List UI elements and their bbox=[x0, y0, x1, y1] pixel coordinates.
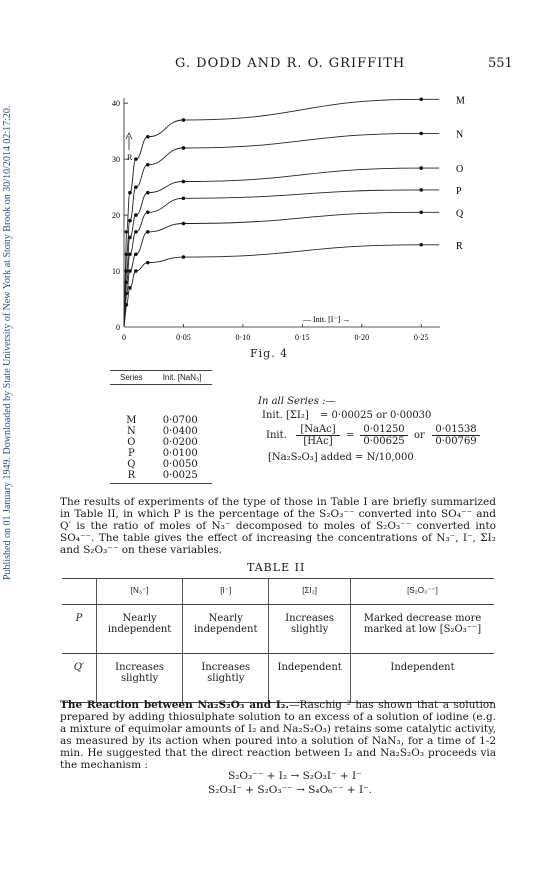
data-point-n bbox=[128, 219, 132, 223]
series-cell: R bbox=[110, 470, 153, 484]
data-point-q bbox=[128, 269, 132, 273]
curve-q bbox=[124, 212, 439, 327]
data-point-o bbox=[419, 166, 423, 170]
data-point-q bbox=[182, 222, 186, 226]
conditions-heading: In all Series :— bbox=[258, 396, 336, 407]
reaction-heading: The Reaction between Na₂S₂O₃ and I₂. bbox=[60, 699, 290, 711]
x-tick-label: 0·10 bbox=[235, 333, 251, 342]
data-point-r bbox=[128, 286, 132, 290]
table2-cell: Nearly independent bbox=[97, 605, 183, 654]
x-tick-label: 0 bbox=[122, 333, 126, 342]
table2-row-label: P bbox=[62, 605, 97, 654]
x-axis-label: — Init. [I⁻] → bbox=[303, 315, 351, 324]
table2-cell: Nearly independent bbox=[183, 605, 269, 654]
table2-header-s2o3: [S₂O₃⁻⁻] bbox=[351, 579, 494, 605]
conc-cell: 0·0100 bbox=[162, 448, 198, 459]
publication-side-note: Published on 01 January 1949. Downloaded by State University of New York at Stony Brook on 30/10/2014 02:17:20. bbox=[2, 105, 13, 580]
data-point-r bbox=[182, 255, 186, 259]
reaction-body: —Raschig ² has shown that a solution prepared by adding thiosulphate solution to an excess of a solution of iodine (e.g. a mixture of equimolar amounts of I₂ and Na₂S₂O₃) retains some catalytic activity, as measured by its action when poured into a solution of NaN₃, for a time of 1-2 min. He suggested that the direct reaction between I₂ and Na₂S₂O₃ proceeds via the mechanism : bbox=[60, 699, 497, 771]
data-point-r bbox=[134, 269, 138, 273]
condition-line-1 bbox=[262, 410, 431, 421]
data-point-p bbox=[128, 252, 132, 256]
series-label-p: P bbox=[456, 185, 462, 197]
condition-2-den: [HAc] bbox=[303, 436, 333, 447]
series-cell: M bbox=[126, 415, 137, 426]
condition-2-label: Init. bbox=[266, 430, 287, 441]
data-point-o bbox=[134, 213, 138, 217]
curve-r bbox=[124, 245, 439, 327]
paragraph-results: The results of experiments of the type of those in Table I are briefly summarized in Table II, in which P is the percentage of the S₂O₃⁻⁻ converted into SO₄⁻⁻ and Q′ is the ratio of moles of N₃⁻ decomposed to moles of S₂O₃⁻⁻ converted into SO₄⁻⁻. The table gives the effect of increasing the concentrations of N₃⁻, I⁻, ΣI₂ and S₂O₃⁻⁻ on these variables. bbox=[60, 496, 496, 556]
series-label-m: M bbox=[456, 95, 465, 107]
x-tick-label: 0·20 bbox=[354, 333, 370, 342]
series-label-o: O bbox=[456, 164, 464, 176]
data-point-q bbox=[134, 252, 138, 256]
data-point-p bbox=[134, 230, 138, 234]
y-tick-label: 0 bbox=[116, 323, 120, 332]
data-point-n bbox=[125, 252, 129, 256]
table2-cell: Increases slightly bbox=[97, 654, 183, 703]
condition-1-label: Init. [ΣI₂] bbox=[262, 410, 309, 421]
data-point-m bbox=[419, 97, 423, 101]
table2-header-n3: [N₃⁻] bbox=[97, 579, 183, 605]
data-point-o bbox=[182, 180, 186, 184]
series-cell: N bbox=[126, 426, 136, 437]
conc-cell: 0·0700 bbox=[162, 415, 198, 426]
data-point-q bbox=[419, 210, 423, 214]
data-point-m bbox=[134, 157, 138, 161]
y-axis-label: R bbox=[127, 153, 133, 162]
chart-series-labels bbox=[456, 95, 465, 251]
condition-2-num: [NaAc] bbox=[296, 424, 340, 436]
data-point-p bbox=[182, 197, 186, 201]
data-point-r bbox=[125, 303, 129, 307]
data-point-q bbox=[125, 292, 129, 296]
condition-2-v2-num: 0·01538 bbox=[432, 424, 480, 436]
table2-cell: Increases slightly bbox=[269, 605, 351, 654]
data-point-q bbox=[146, 230, 150, 234]
data-point-m bbox=[125, 230, 129, 234]
running-head: G. DODD AND R. O. GRIFFITH bbox=[175, 56, 406, 71]
conc-cell: 0·0200 bbox=[162, 437, 198, 448]
series-cell: O bbox=[127, 437, 136, 448]
table2-header-i: [I⁻] bbox=[183, 579, 269, 605]
data-point-p bbox=[146, 210, 150, 214]
data-point-m bbox=[128, 191, 132, 195]
series-cell: P bbox=[127, 448, 135, 459]
y-tick-label: 10 bbox=[112, 267, 120, 277]
table2-cell: Independent bbox=[269, 654, 351, 703]
table2-row-label: Q′ bbox=[62, 654, 97, 703]
x-tick-label: 0·15 bbox=[294, 333, 310, 342]
data-point-r bbox=[419, 243, 423, 247]
table2-title: TABLE II bbox=[247, 561, 306, 574]
curve-n bbox=[124, 133, 439, 327]
condition-2-v1-num: 0·01250 bbox=[360, 424, 408, 436]
equation-1: S₂O₃⁻⁻ + I₂ → S₂O₃I⁻ + I⁻ bbox=[228, 770, 362, 782]
x-tick-label: 0·25 bbox=[413, 333, 429, 342]
data-point-n bbox=[146, 163, 150, 167]
page-number: 551 bbox=[488, 56, 513, 71]
y-tick-label: 40 bbox=[112, 99, 120, 109]
nan3-header: Init. [NaN₃] bbox=[153, 371, 212, 385]
series-label-r: R bbox=[456, 240, 463, 252]
data-point-p bbox=[419, 188, 423, 192]
table2-cell: Independent bbox=[351, 654, 494, 703]
condition-1-value: = 0·00025 or 0·00030 bbox=[319, 410, 432, 421]
x-tick-label: 0·05 bbox=[176, 333, 191, 342]
data-point-n bbox=[419, 132, 423, 136]
table-2 bbox=[62, 578, 494, 703]
series-label-n: N bbox=[456, 129, 464, 141]
chart-curves bbox=[124, 97, 439, 327]
condition-2-eq: = bbox=[346, 430, 355, 441]
series-label-q: Q bbox=[456, 208, 464, 220]
data-point-o bbox=[128, 236, 132, 240]
conc-cell: 0·0050 bbox=[162, 459, 198, 470]
series-table bbox=[110, 370, 212, 484]
data-point-n bbox=[134, 185, 138, 189]
equation-2: S₂O₃I⁻ + S₂O₃⁻⁻ → S₄O₆⁻⁻ + I⁻. bbox=[208, 784, 372, 796]
conc-cell: 0·0400 bbox=[162, 426, 198, 437]
data-point-m bbox=[146, 135, 150, 139]
data-point-r bbox=[146, 261, 150, 265]
condition-2-v1-den: 0·00625 bbox=[363, 436, 405, 447]
data-point-n bbox=[182, 146, 186, 150]
table2-corner bbox=[62, 579, 97, 605]
y-tick-label: 20 bbox=[112, 211, 120, 221]
figure-4-chart bbox=[0, 0, 552, 345]
y-tick-label: 30 bbox=[112, 155, 120, 165]
curve-o bbox=[124, 168, 439, 327]
conc-cell: 0·0025 bbox=[153, 470, 212, 484]
data-point-o bbox=[146, 191, 150, 195]
data-point-m bbox=[182, 118, 186, 122]
condition-2-or: or bbox=[414, 430, 425, 441]
series-header: Series bbox=[110, 371, 153, 385]
paragraph-reaction bbox=[60, 699, 496, 771]
series-cell: Q bbox=[127, 459, 136, 470]
condition-2-v2-den: 0·00769 bbox=[435, 436, 477, 447]
figure-caption: Fig. 4 bbox=[250, 347, 289, 360]
table2-cell: Increases slightly bbox=[183, 654, 269, 703]
table2-header-si2: [ΣI₂] bbox=[269, 579, 351, 605]
condition-line-3: [Na₂S₂O₃] added = N/10,000 bbox=[268, 452, 414, 463]
table2-cell: Marked decrease more marked at low [S₂O₃⁻⁻] bbox=[351, 605, 494, 654]
